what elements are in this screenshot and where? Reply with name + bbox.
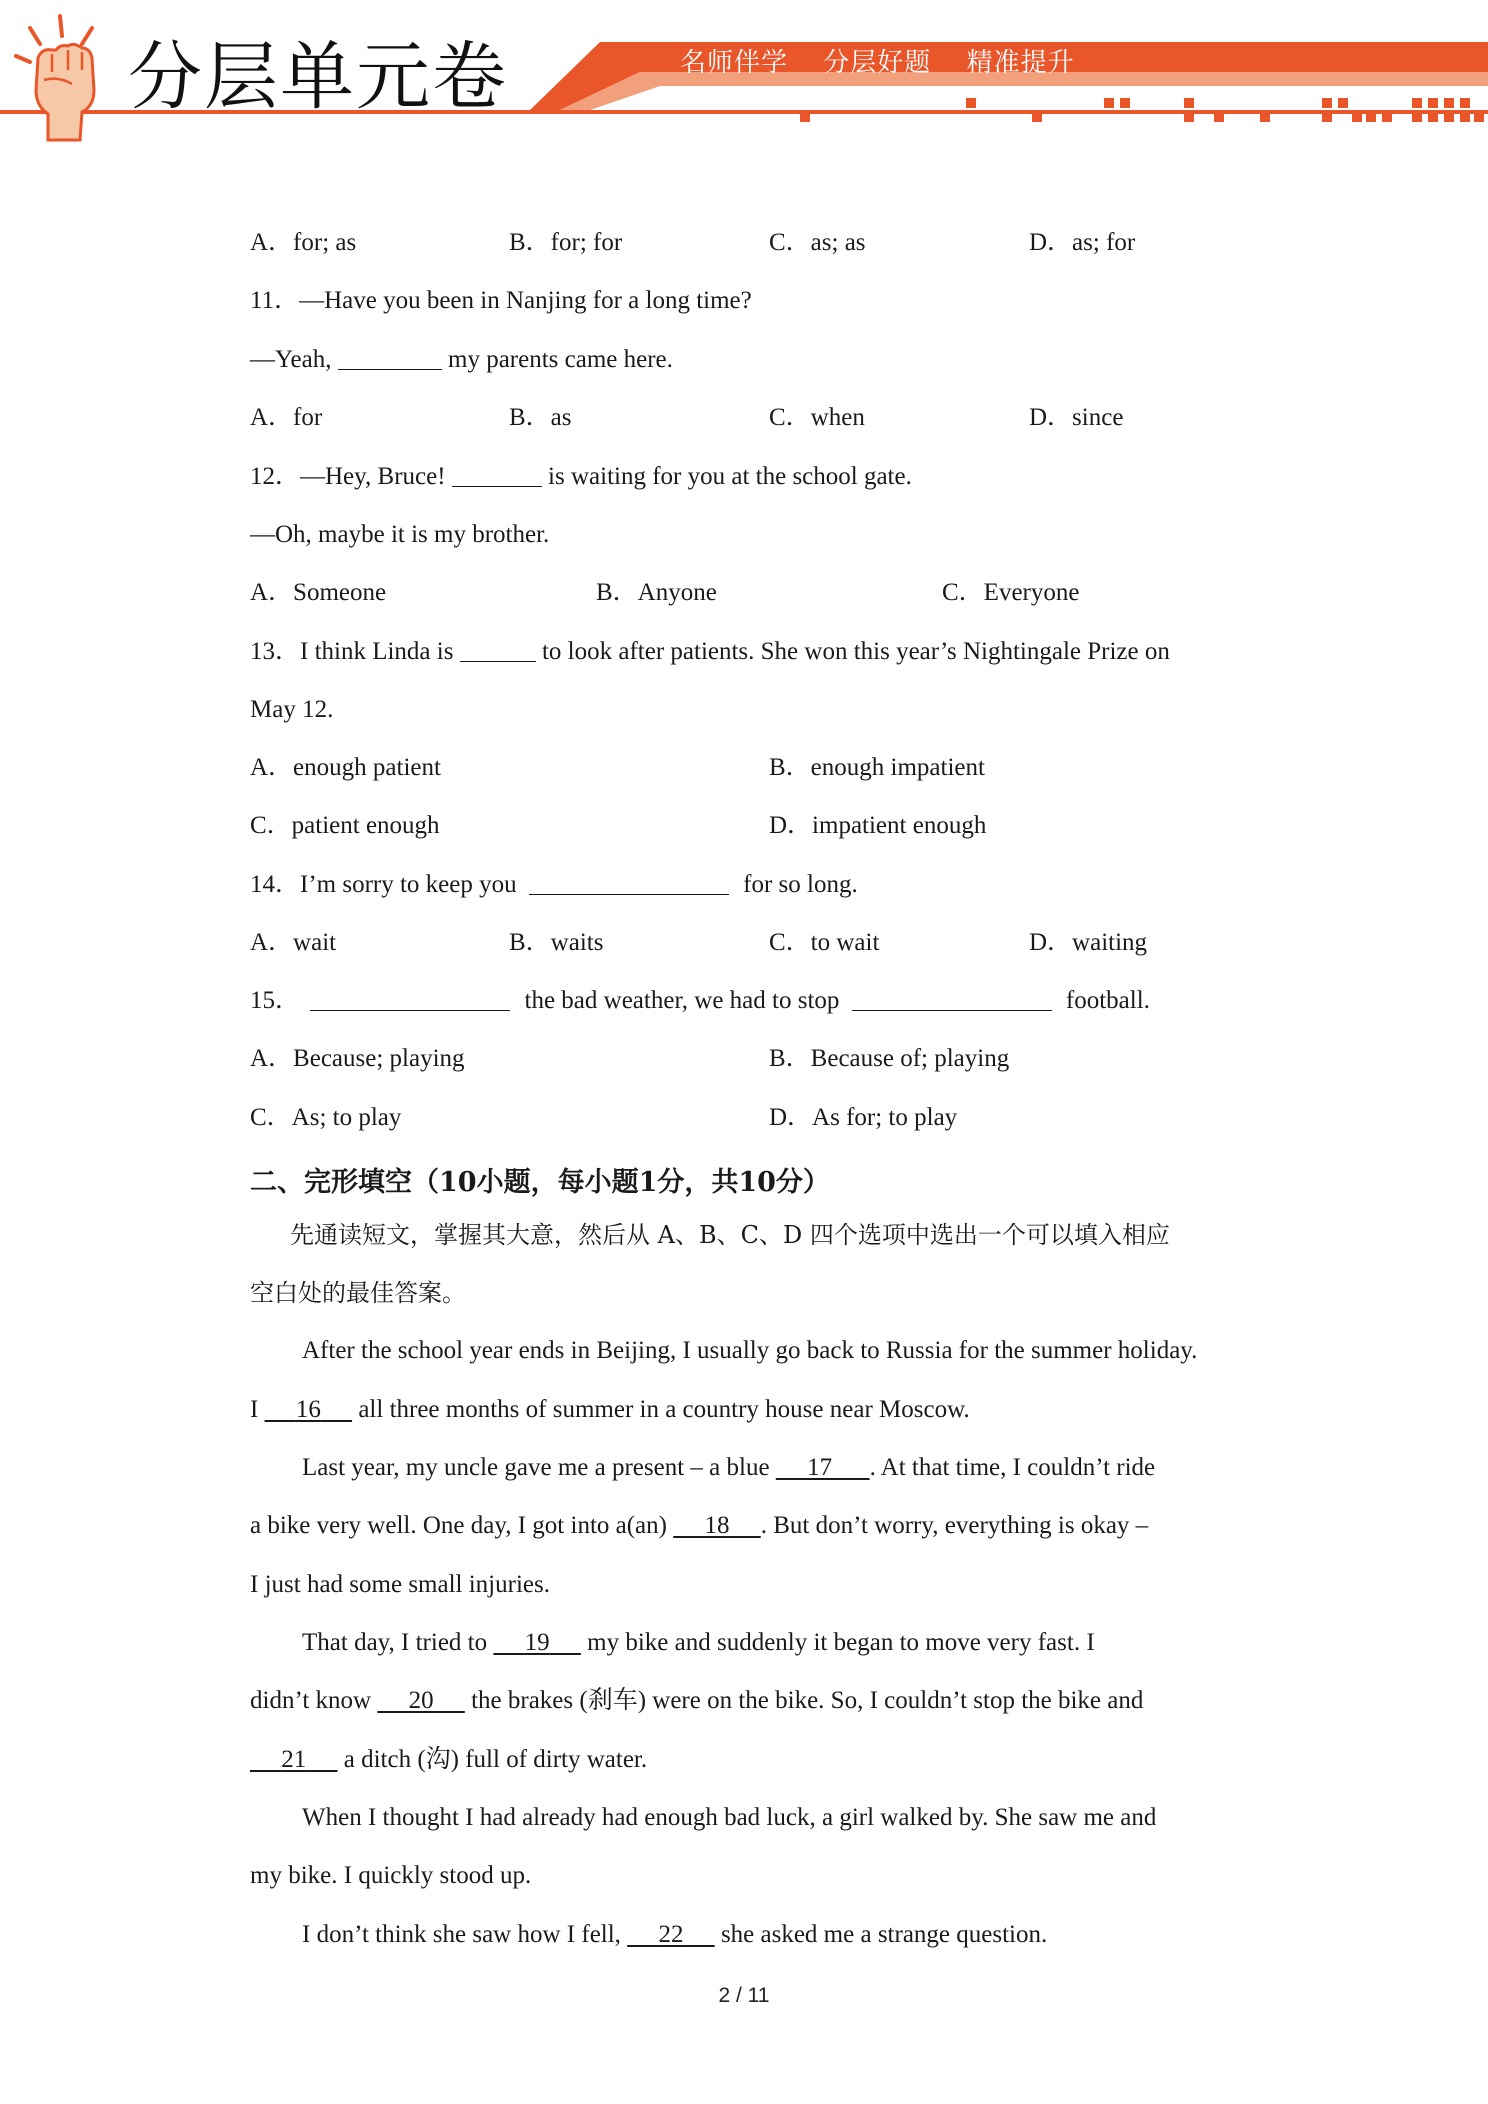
blank-21: 21 xyxy=(281,1746,307,1773)
q11-blank xyxy=(338,345,442,370)
q11-stem: 11．—Have you been in Nanjing for a long time? xyxy=(250,287,752,314)
passage-p1-line2-pre: I xyxy=(250,1396,259,1423)
passage-p1-line2 xyxy=(250,1395,970,1425)
q10-option-d: D．as; for xyxy=(1029,229,1136,256)
q10-option-b: B．for; for xyxy=(509,229,623,256)
blank-17: 17 xyxy=(807,1454,833,1481)
passage-p3-line3: 21 a ditch (沟) full of dirty water. xyxy=(250,1745,647,1775)
q12-option-b: B．Anyone xyxy=(596,579,717,606)
q14-option-a: A．wait xyxy=(250,929,337,956)
q15-option-c: C．As; to play xyxy=(250,1104,402,1131)
q12-option-c: C．Everyone xyxy=(942,579,1080,606)
q15-stem xyxy=(250,986,1150,1016)
q12-stem xyxy=(250,462,912,492)
passage-p1-line2-post: all three months of summer in a country house near Moscow. xyxy=(358,1396,970,1423)
passage-p3-line2: didn’t know 20 the brakes (刹车) were on the bike. So, I couldn’t stop the bike and xyxy=(250,1687,1144,1714)
passage-p2-line1: Last year, my uncle gave me a present – a blue 17 . At that time, I couldn’t ride xyxy=(302,1454,1156,1481)
passage-p4-line2: my bike. I quickly stood up. xyxy=(250,1862,532,1889)
passage-p4-line1: When I thought I had already had enough bad luck, a girl walked by. She saw me and xyxy=(302,1804,1157,1831)
blank-18: 18 xyxy=(704,1512,730,1539)
q13-option-a: A．enough patient xyxy=(250,754,441,781)
q15-option-a: A．Because; playing xyxy=(250,1045,465,1072)
q14-stem-post: for so long. xyxy=(743,871,858,898)
q15-option-b: B．Because of; playing xyxy=(769,1045,1010,1072)
q12-blank xyxy=(452,462,542,487)
q11-option-d: D．since xyxy=(1029,404,1124,431)
slogan-3: 精准提升 xyxy=(966,48,1075,78)
q13-line2: May 12. xyxy=(250,696,334,723)
fist-logo-icon xyxy=(8,10,118,145)
q13-stem-pre: 13．I think Linda is xyxy=(250,638,454,665)
slogan-2: 分层好题 xyxy=(823,48,932,78)
passage-p2-line3: I just had some small injuries. xyxy=(250,1571,550,1598)
q14-option-c: C．to wait xyxy=(769,929,880,956)
q15-stem-mid: the bad weather, we had to stop xyxy=(524,987,840,1014)
passage-p5-line1: I don’t think she saw how I fell, 22 she asked me a strange question. xyxy=(302,1921,1048,1948)
section-2-title: 二、完形填空（10小题，每小题1分，共10分） xyxy=(250,1167,830,1198)
q12-option-a: A．Someone xyxy=(250,579,387,606)
section-2-instruction-1: 先通读短文，掌握其大意，然后从 A、B、C、D 四个选项中选出一个可以填入相应 xyxy=(290,1221,1170,1249)
q10-option-a: A．for; as xyxy=(250,229,357,256)
q12-line2: —Oh, maybe it is my brother. xyxy=(250,521,550,548)
page-header xyxy=(0,0,1488,150)
q14-option-d: D．waiting xyxy=(1029,929,1148,956)
q13-option-c: C．patient enough xyxy=(250,812,440,839)
page-number: 2 / 11 xyxy=(718,1984,770,2007)
passage-p1-line1: After the school year ends in Beijing, I usually go back to Russia for the summer holiday. xyxy=(302,1337,1198,1364)
q13-option-d: D．impatient enough xyxy=(769,812,987,839)
q11-option-b: B．as xyxy=(509,404,572,431)
brand-title: 分层单元卷 xyxy=(128,34,508,120)
q15-blank-2 xyxy=(852,986,1052,1011)
q15-blank-1 xyxy=(310,986,510,1011)
q13-blank xyxy=(460,637,536,662)
section-2-instruction-2: 空白处的最佳答案。 xyxy=(250,1279,466,1307)
blank-19: 19 xyxy=(524,1629,550,1656)
passage-p2-line2: a bike very well. One day, I got into a(an) 18 . But don’t worry, everything is okay – xyxy=(250,1512,1149,1539)
q12-stem-pre: 12．—Hey, Bruce! xyxy=(250,463,446,490)
q12-stem-post: is waiting for you at the school gate. xyxy=(548,463,912,490)
q15-stem-pre: 15． xyxy=(250,987,301,1014)
q11-line2-pre: —Yeah, xyxy=(250,346,332,373)
blank-20: 20 xyxy=(408,1687,434,1714)
q11-line2 xyxy=(250,345,673,375)
q14-blank xyxy=(529,870,729,895)
q15-option-d: D．As for; to play xyxy=(769,1104,958,1131)
q14-stem-pre: 14．I’m sorry to keep you xyxy=(250,871,517,898)
q11-line2-post: my parents came here. xyxy=(448,346,673,373)
q15-stem-post: football. xyxy=(1065,987,1150,1014)
blank-22: 22 xyxy=(658,1921,684,1948)
header-slogans xyxy=(680,42,1101,79)
q11-option-c: C．when xyxy=(769,404,865,431)
slogan-1: 名师伴学 xyxy=(680,48,789,78)
q14-stem xyxy=(250,870,858,900)
q10-option-c: C．as; as xyxy=(769,229,866,256)
q13-stem xyxy=(250,637,1170,667)
passage-p3-line1: That day, I tried to 19 my bike and suddenly it began to move very fast. I xyxy=(302,1629,1095,1656)
q11-option-a: A．for xyxy=(250,404,323,431)
q14-option-b: B．waits xyxy=(509,929,604,956)
q13-option-b: B．enough impatient xyxy=(769,754,985,781)
blank-16: 16 xyxy=(295,1396,321,1423)
q13-stem-post: to look after patients. She won this year’s Nightingale Prize on xyxy=(541,638,1170,665)
